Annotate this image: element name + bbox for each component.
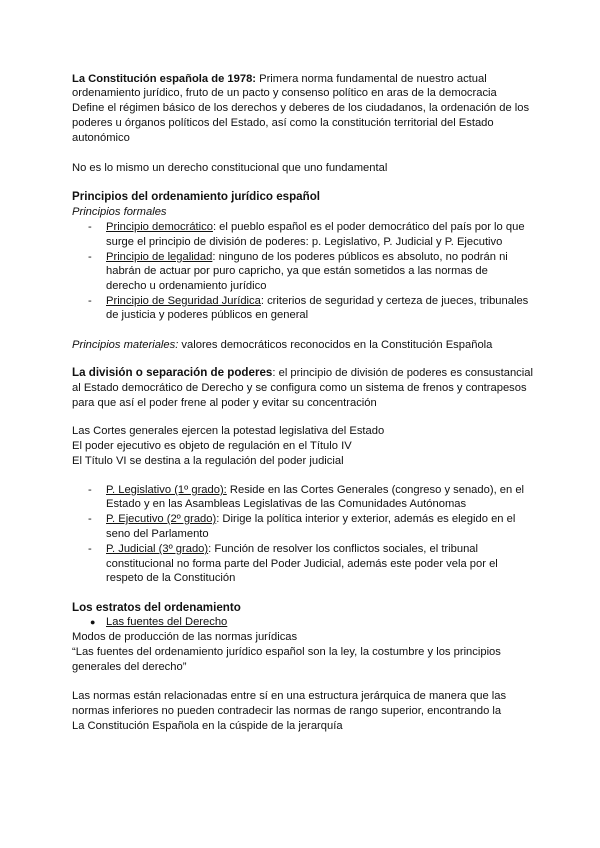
principio-democratico-text: : el pueblo español es el poder democrático del país por lo que bbox=[212, 221, 525, 233]
judicial-line-2: constitucional no forma parte del Poder Judicial, además este poder vela por el bbox=[106, 558, 498, 570]
quote-line-2: generales del derecho” bbox=[72, 661, 187, 673]
division-line-3: para que así el poder frene al poder y evitar su concentración bbox=[72, 397, 377, 409]
principios-materiales-text: valores democráticos reconocidos en la Constitución Española bbox=[178, 339, 493, 351]
principio-legalidad-line-1 bbox=[106, 250, 508, 264]
principio-legalidad-text: : ninguno de los poderes públicos es absoluto, no podrán ni bbox=[212, 251, 508, 263]
legislativo-text: Reside en las Cortes Generales (congreso y senado), en el bbox=[226, 484, 525, 496]
principio-democratico-line-2: surge el principio de división de poderes: p. Legislativo, P. Judicial y P. Ejecutivo bbox=[106, 236, 503, 248]
jerarquia-line-3: La Constitución Española en la cúspide de la jerarquía bbox=[72, 720, 343, 732]
principio-democratico-term: Principio democrático bbox=[106, 221, 213, 233]
bullet-dash: - bbox=[88, 513, 92, 525]
principio-seguridad-line-1 bbox=[106, 294, 528, 308]
division-line-1 bbox=[72, 366, 533, 380]
ejecutivo-line-2: seno del Parlamento bbox=[106, 528, 209, 540]
principios-formales-label: Principios formales bbox=[72, 206, 167, 218]
fuentes-term: Las fuentes del Derecho bbox=[106, 616, 228, 628]
division-line-1-text: : el principio de división de poderes es consustancial bbox=[272, 367, 533, 379]
division-title: La división o separación de poderes bbox=[72, 366, 273, 379]
principio-legalidad-line-3: derecho u ordenamiento jurídico bbox=[106, 280, 267, 292]
principios-heading: Principios del ordenamiento jurídico español bbox=[72, 190, 321, 203]
bullet-dash: - bbox=[88, 543, 92, 555]
principio-legalidad-line-2: habrán de actuar por puro capricho, ya que están sometidos a las normas de bbox=[106, 265, 488, 277]
ejecutivo-term: P. Ejecutivo (2º grado) bbox=[106, 513, 217, 525]
bullet-dot: ● bbox=[90, 617, 96, 627]
ejecutivo-text: El poder ejecutivo es objeto de regulación en el Título IV bbox=[72, 440, 352, 452]
principio-seguridad-line-2: de justicia y poderes públicos en general bbox=[106, 309, 309, 321]
principios-materiales-label: Principios materiales: bbox=[72, 339, 179, 351]
jerarquia-line-1: Las normas están relacionadas entre sí en una estructura jerárquica de manera que las bbox=[72, 690, 507, 702]
bullet-dash: - bbox=[88, 251, 92, 263]
intro-title: La Constitución española de 1978: bbox=[72, 73, 257, 85]
principio-democratico-line-1 bbox=[106, 220, 525, 234]
legislativo-line-1 bbox=[106, 483, 524, 497]
intro-line-1-text: Primera norma fundamental de nuestro actual bbox=[256, 73, 487, 85]
principio-legalidad-term: Principio de legalidad bbox=[106, 251, 213, 263]
intro-line-3: Define el régimen básico de los derechos y deberes de los ciudadanos, la ordenación de los bbox=[72, 102, 530, 114]
intro-line-2: ordenamiento jurídico, fruto de un pacto y consenso político en aras de la democracia bbox=[72, 87, 497, 99]
quote-line-1: “Las fuentes del ordenamiento jurídico español son la ley, la costumbre y los principios bbox=[72, 646, 501, 658]
principio-seguridad-term: Principio de Seguridad Jurídica bbox=[106, 295, 261, 307]
estratos-heading: Los estratos del ordenamiento bbox=[72, 601, 241, 614]
cortes-text: Las Cortes generales ejercen la potestad legislativa del Estado bbox=[72, 425, 385, 437]
legislativo-line-2: Estado y en las Asambleas Legislativas de las Comunidades Autónomas bbox=[106, 498, 467, 510]
bullet-dash: - bbox=[88, 221, 92, 233]
judicial-line-1 bbox=[106, 542, 478, 556]
bullet-dash: - bbox=[88, 295, 92, 307]
principio-seguridad-text: : criterios de seguridad y certeza de jueces, tribunales bbox=[260, 295, 529, 307]
judicial-text: El Título VI se destina a la regulación del poder judicial bbox=[72, 455, 344, 467]
division-line-2: al Estado democrático de Derecho y se configura como un sistema de frenos y contrapesos bbox=[72, 382, 527, 394]
principios-materiales bbox=[72, 338, 492, 352]
intro-line-1 bbox=[72, 72, 487, 86]
fuentes-item bbox=[106, 615, 227, 629]
intro-line-4: poderes u órganos políticos del Estado, así como la constitución territorial del Estado bbox=[72, 117, 494, 129]
bullet-dash: - bbox=[88, 484, 92, 496]
judicial-line-3: respeto de la Constitución bbox=[106, 572, 236, 584]
ejecutivo-item-text: : Dirige la política interior y exterior, además es elegido en el bbox=[216, 513, 516, 525]
jerarquia-line-2: normas inferiores no pueden contradecir las normas de rango superior, encontrando la bbox=[72, 705, 502, 717]
ejecutivo-line-1 bbox=[106, 512, 515, 526]
note-text: No es lo mismo un derecho constitucional que uno fundamental bbox=[72, 162, 388, 174]
modos-text: Modos de producción de las normas jurídicas bbox=[72, 631, 298, 643]
legislativo-term: P. Legislativo (1º grado): bbox=[106, 484, 227, 496]
judicial-term: P. Judicial (3º grado) bbox=[106, 543, 209, 555]
judicial-item-text: : Función de resolver los conflictos sociales, el tribunal bbox=[208, 543, 479, 555]
intro-line-5: autonómico bbox=[72, 132, 130, 144]
